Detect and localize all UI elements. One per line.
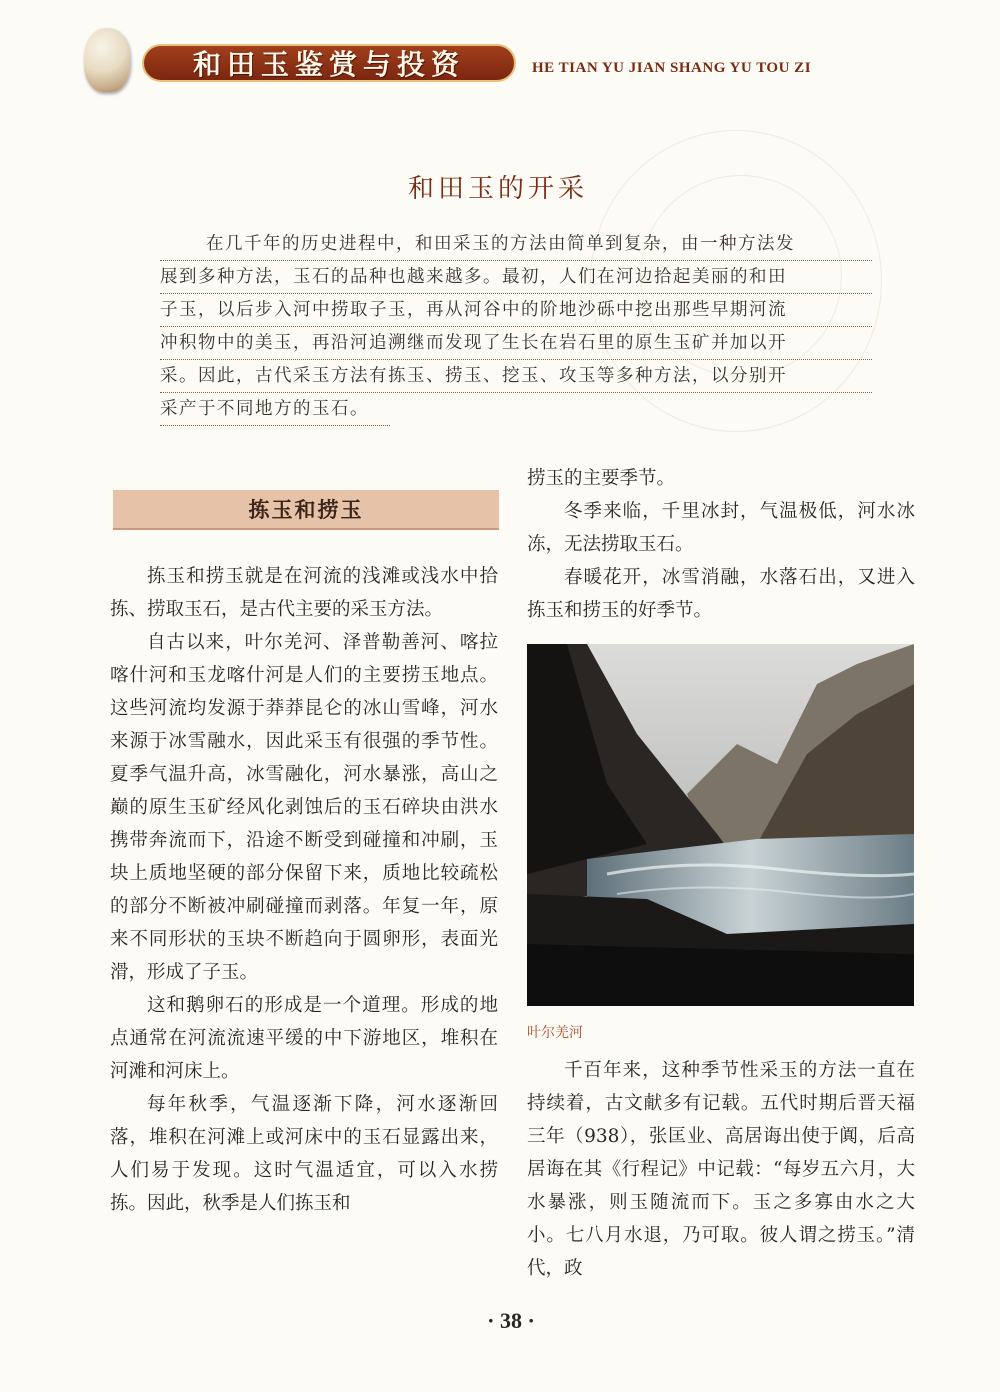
body-paragraph: 拣玉和捞玉就是在河流的浅滩或浅水中拾拣、捞取玉石，是古代主要的采玉方法。 <box>110 566 498 620</box>
right-column-top <box>527 462 915 627</box>
right-column-bottom <box>527 1054 915 1285</box>
intro-line: 采。因此，古代采玉方法有拣玉、捞玉、挖玉、攻玉等多种方法，以分别开 <box>160 360 872 393</box>
jade-pendant-icon <box>84 28 130 92</box>
body-paragraph: 自古以来，叶尔羌河、泽普勒善河、喀拉喀什河和玉龙喀什河是人们的主要捞玉地点。这些河流均发源于莽莽昆仑的冰山雪峰，河水来源于冰雪融水，因此采玉有很强的季节性。夏季气温升高，冰雪融化，河水暴涨，高山之巅的原生玉矿经风化剥蚀后的玉石碎块由洪水携带奔流而下，沿途不断受到碰撞和冲刷，玉块上质地坚硬的部分保留下来，质地比较疏松的部分不断被冲刷碰撞而剥落。年复一年，原来不同形状的玉块不断趋向于圆卵形，表面光滑，形成了子玉。 <box>110 632 498 983</box>
intro-line: 在几千年的历史进程中，和田采玉的方法由简单到复杂，由一种方法发 <box>160 228 872 261</box>
intro-line: 采产于不同地方的玉石。 <box>160 393 390 426</box>
intro-line: 子玉，以后步入河中捞取子玉，再从河谷中的阶地沙砾中挖出那些早期河流 <box>160 294 872 327</box>
intro-paragraph <box>160 228 872 426</box>
intro-line: 展到多种方法，玉石的品种也越来越多。最初，人们在河边拾起美丽的和田 <box>160 261 872 294</box>
body-paragraph: 这和鹅卵石的形成是一个道理。形成的地点通常在河流流速平缓的中下游地区，堆积在河滩和河床上。 <box>110 995 498 1082</box>
intro-line: 冲积物中的美玉，再沿河追溯继而发现了生长在岩石里的原生玉矿并加以开 <box>160 327 872 360</box>
page-number: · 38 · <box>487 1308 535 1333</box>
left-column <box>110 560 498 1220</box>
body-paragraph: 捞玉的主要季节。 <box>527 468 676 489</box>
subsection-heading: 拣玉和捞玉 <box>113 490 499 530</box>
body-paragraph: 春暖花开，冰雪消融，水落石出，又进入拣玉和捞玉的好季节。 <box>527 567 915 621</box>
body-paragraph: 每年秋季，气温逐渐下降，河水逐渐回落，堆积在河滩上或河床中的玉石显露出来，人们易于发现。这时气温适宜，可以入水捞拣。因此，秋季是人们拣玉和 <box>110 1094 498 1214</box>
book-title-banner: 和田玉鉴赏与投资 <box>142 44 516 82</box>
photo-caption: 叶尔羌河 <box>527 1025 583 1041</box>
body-paragraph: 冬季来临，千里冰封，气温极低，河水冰冻，无法捞取玉石。 <box>527 501 915 555</box>
river-valley-illustration <box>527 644 914 1006</box>
section-title: 和田玉的开采 <box>408 174 589 204</box>
river-valley-photo <box>527 644 914 1006</box>
page-header <box>78 20 812 100</box>
body-paragraph: 千百年来，这种季节性采玉的方法一直在持续着，古文献多有记载。五代时期后晋天福三年（938），张匡业、高居诲出使于阗，后高居诲在其《行程记》中记载：“每岁五六月，大水暴涨，则玉随流而下。玉之多寡由水之大小。七八月水退，乃可取。彼人谓之捞玉。”清代，政 <box>527 1060 915 1279</box>
book-title-pinyin: HE TIAN YU JIAN SHANG YU TOU ZI <box>532 60 812 76</box>
